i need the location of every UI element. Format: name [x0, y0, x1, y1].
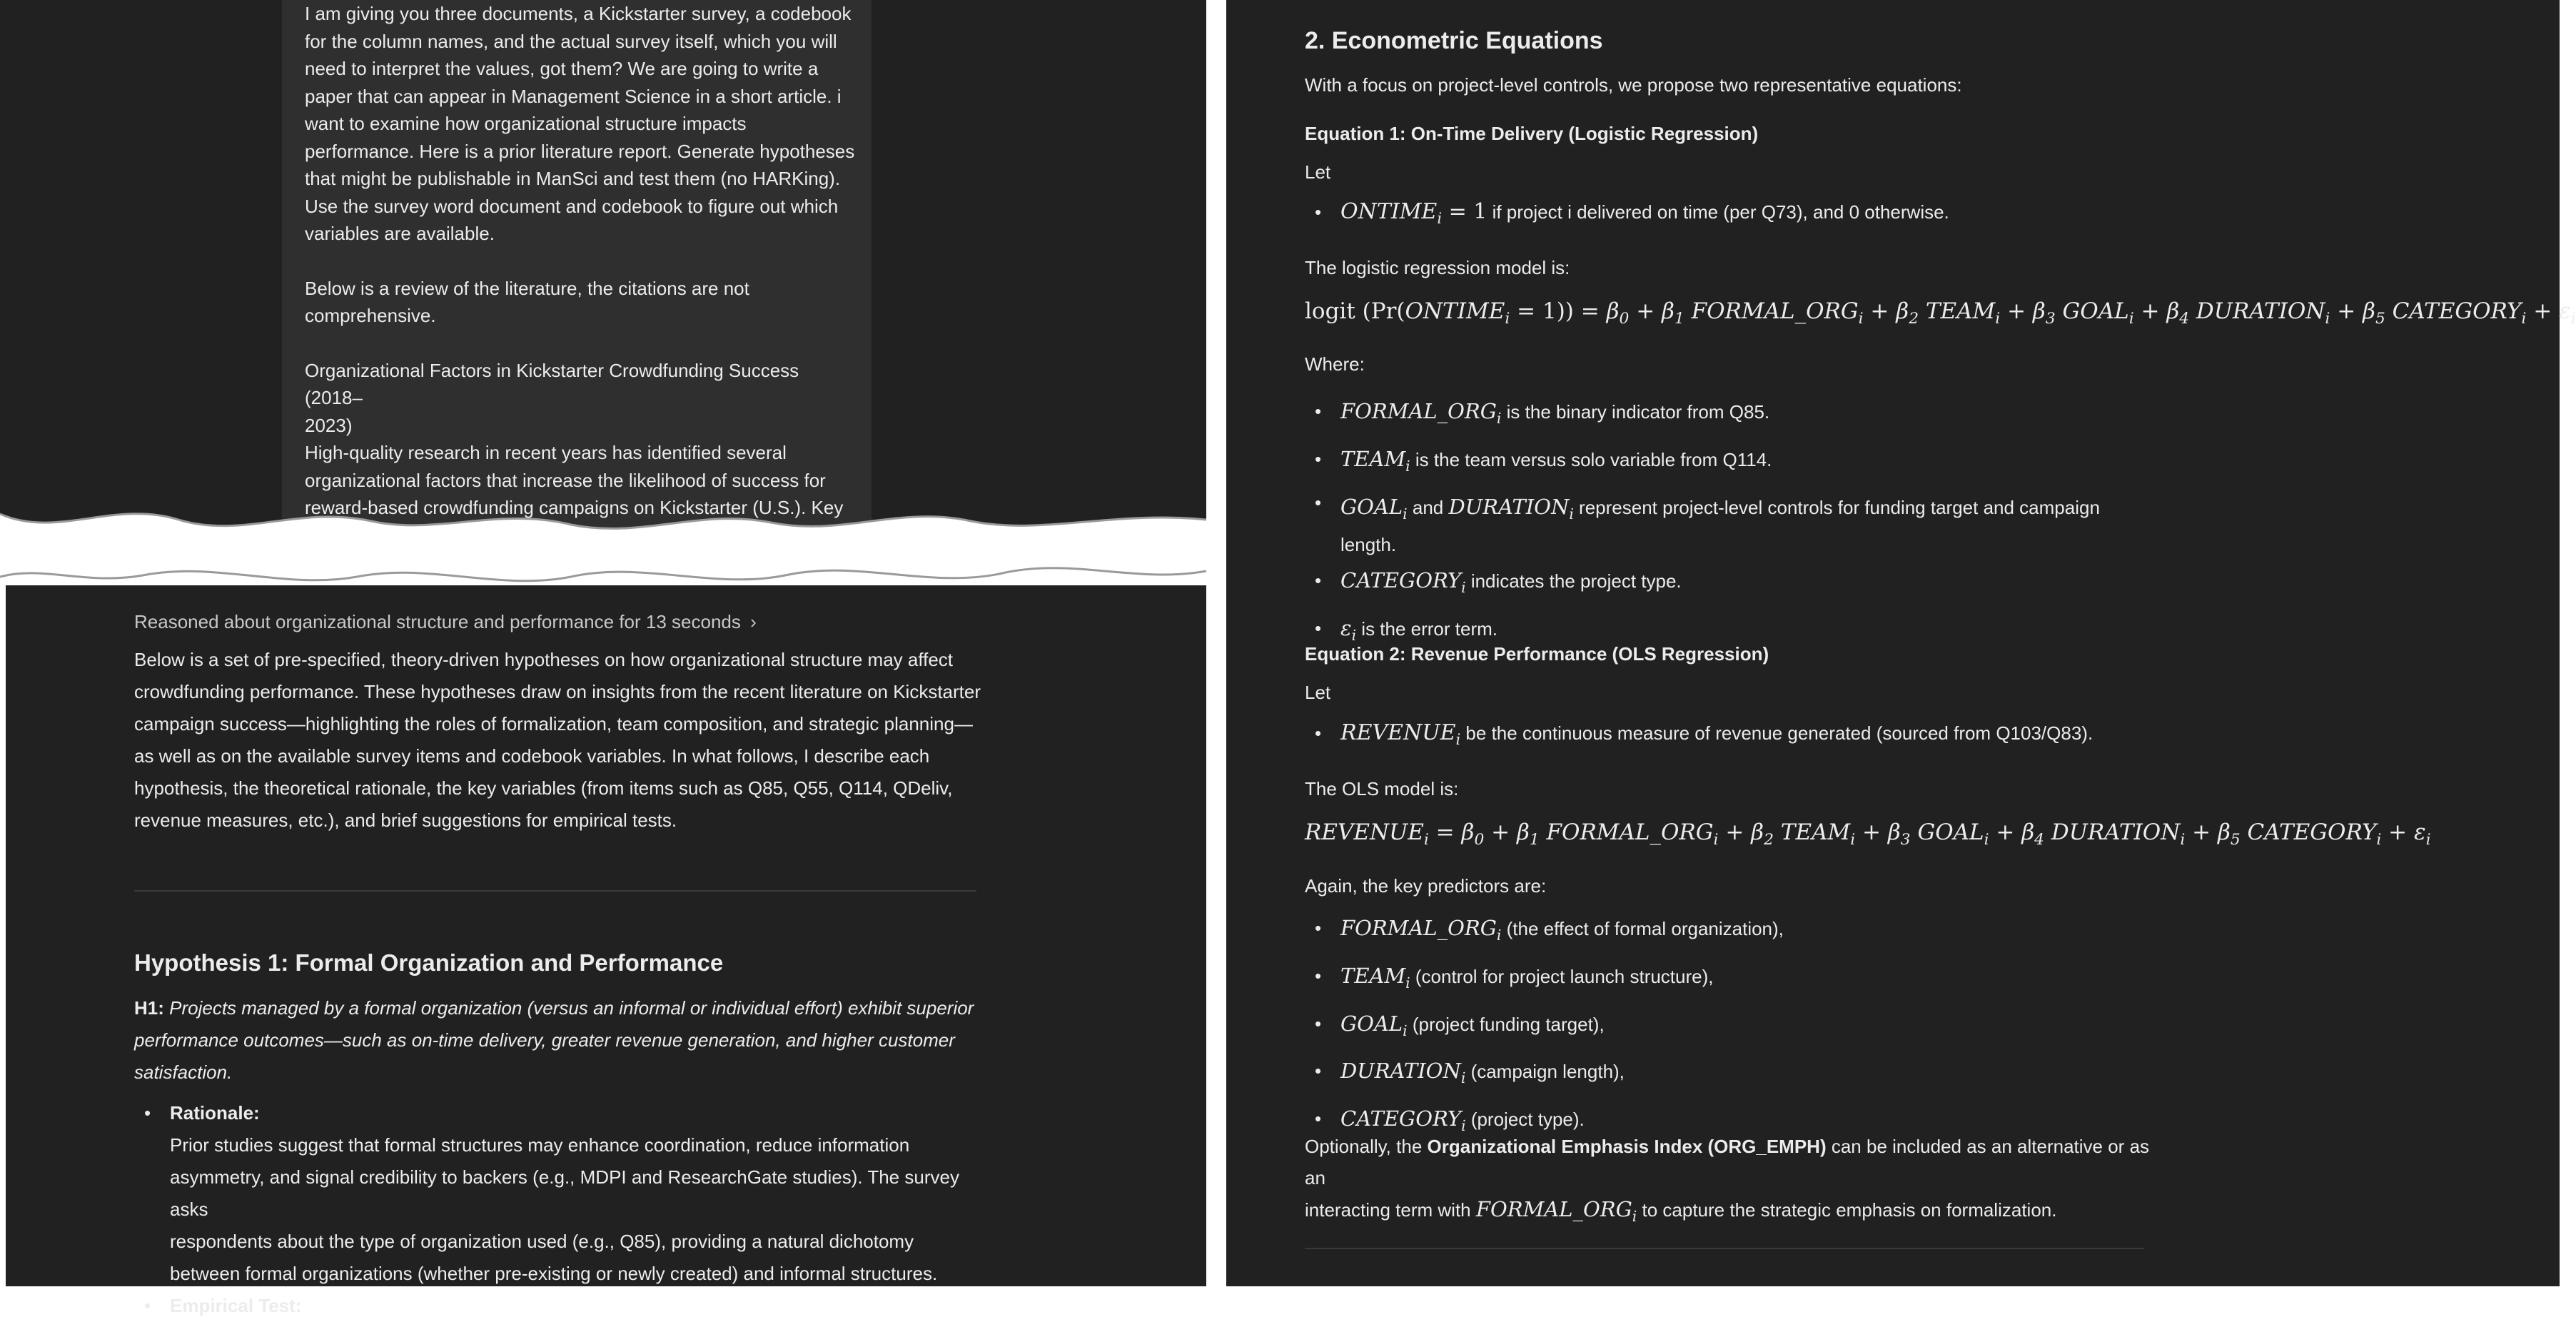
list-item — [134, 1290, 984, 1322]
list-item: • $CATEGORY_i$ (project type). — [1305, 1099, 2547, 1146]
ols-intro: The OLS model is: — [1305, 778, 1459, 799]
divider — [1305, 1248, 2144, 1249]
text-line: I am giving you three documents, a Kickstarter survey, a codebook — [305, 3, 852, 24]
text-line: Below is a review of the literature, the citations are not — [305, 277, 749, 299]
rationale-block — [134, 1097, 984, 1322]
text-line: variables are available. — [305, 223, 495, 244]
text-line: campaign success—highlighting the roles of formalization, team composition, and strategic planning— — [134, 713, 973, 735]
text-line: performance. Here is a prior literature report. Generate hypotheses — [305, 140, 855, 162]
ontime-definition — [1305, 198, 2547, 232]
text-line: that might be publishable in ManSci and test them (no HARKing). — [305, 168, 841, 189]
text-line: Projects managed by a formal organization (versus an informal or individual effort) exhibit superior — [163, 997, 974, 1019]
text-line: satisfaction. — [134, 1061, 233, 1083]
text-line: 2023) — [305, 414, 353, 436]
reasoning-toggle[interactable] — [134, 611, 984, 633]
text-line: hypothesis, the theoretical rationale, the key variables (from items such as Q85, Q55, Q114, QDeliv, — [134, 777, 953, 799]
logit-intro: The logistic regression model is: — [1305, 257, 1570, 278]
optional-note: Optionally, the Organizational Emphasis Index (ORG_EMPH) can be included as an alternative or as an interacting term with $FORMAL\_ORG_i$ to capture the strategic emphasis on formalization. — [1305, 1136, 2150, 1225]
text-line: asymmetry, and signal credibility to backers (e.g., MDPI and ResearchGate studies). The survey asks — [170, 1166, 959, 1220]
text-line: High-quality research in recent years has identified several — [305, 442, 787, 463]
rationale-label: • Rationale: — [170, 1102, 260, 1124]
list-item: • $ONTIME_i = 1$ if project i delivered on time (per Q73), and 0 otherwise. — [1305, 198, 2547, 232]
text-line: as well as on the available survey items and codebook variables. In what follows, I describe each — [134, 745, 930, 767]
list-item: • $GOAL_i$ and $DURATION_i$ represent project-level controls for funding target and campaign length. — [1305, 487, 2547, 561]
list-item — [134, 1097, 984, 1290]
text-line: organizational factors that increase the likelihood of success for — [305, 469, 826, 491]
chevron-right-icon: › — [750, 611, 757, 632]
where-label: Where: — [1305, 353, 1365, 375]
text-line: Prior studies suggest that formal structures may enhance coordination, reduce information — [170, 1134, 910, 1156]
response-intro — [134, 644, 984, 837]
revenue-definition — [1305, 720, 2547, 753]
torn-edge-divider — [0, 500, 1206, 600]
h1-label: H1: — [134, 997, 164, 1019]
equation-2-title: Equation 2: Revenue Performance (OLS Regression) — [1305, 643, 1769, 665]
text-line: for the column names, and the actual survey itself, which you will — [305, 30, 837, 52]
text-line: revenue measures, etc.), and brief suggestions for empirical tests. — [134, 809, 677, 831]
text-line: want to examine how organizational structure impacts — [305, 113, 747, 134]
list-item: • $TEAM_i$ (control for project launch structure), — [1305, 956, 2547, 1004]
empirical-test-label: • Empirical Test: — [170, 1295, 302, 1316]
chat-panel-right — [1226, 0, 2576, 1286]
list-item: • $\varepsilon_i$ is the error term. — [1305, 608, 2547, 656]
let-label-2: Let — [1305, 682, 1331, 703]
let-label: Let — [1305, 161, 1331, 183]
text-line: Use the survey word document and codebook to figure out which — [305, 195, 839, 217]
reasoning-label: Reasoned about organizational structure and performance for 13 seconds — [134, 611, 741, 632]
text-line: paper that can appear in Management Science in a short article. i — [305, 85, 842, 107]
list-item: • $REVENUE_i$ be the continuous measure of revenue generated (sourced from Q103/Q83). — [1305, 720, 2547, 753]
list-item: • $FORMAL\_ORG_i$ (the effect of formal organization), — [1305, 908, 2547, 956]
hypothesis-1-heading: Hypothesis 1: Formal Organization and Performance — [134, 949, 724, 976]
hypothesis-1-statement — [134, 992, 984, 1089]
text-line: between formal organizations (whether pre-existing or newly created) and informal structures. — [170, 1263, 938, 1284]
logit-equation: logit $(Pr(ONTIME_i = 1)) = \beta_0 + \beta_1$ $FORMAL\_ORG_i + \beta_2$ $TEAM_i + \beta_3$ $GOAL_i + \beta_4$ $DURATION_i + \beta_5$ $CATEGORY_i + \varepsilon_i$ — [1305, 298, 2576, 328]
list-item: • $DURATION_i$ (campaign length), — [1305, 1051, 2547, 1099]
section-intro: With a focus on project-level controls, we propose two representative equations: — [1305, 74, 1962, 96]
text-line: performance outcomes—such as on-time delivery, greater revenue generation, and higher customer — [134, 1029, 955, 1051]
h1-text — [134, 997, 974, 1083]
text-line: reward-based crowdfunding campaigns on Kickstarter (U.S.). Key — [305, 497, 844, 518]
list-item: • $FORMAL\_ORG_i$ is the binary indicator from Q85. — [1305, 391, 2547, 439]
again-label: Again, the key predictors are: — [1305, 875, 1547, 897]
text-line: respondents about the type of organization used (e.g., Q85), providing a natural dichotomy — [170, 1231, 914, 1252]
rationale-text — [170, 1129, 984, 1290]
divider — [134, 890, 976, 892]
text-line: Below is a set of pre-specified, theory-driven hypotheses on how organizational structure may affect — [134, 649, 954, 670]
where-list — [1305, 391, 2547, 656]
predictor-list — [1305, 908, 2547, 1146]
list-item: • $GOAL_i$ (project funding target), — [1305, 1004, 2547, 1051]
ols-equation: $REVENUE_i = \beta_0 + \beta_1$ $FORMAL\_ORG_i + \beta_2$ $TEAM_i + \beta_3$ $GOAL_i + \beta_4$ $DURATION_i + \beta_5$ $CATEGORY_i + \varepsilon_i$ — [1305, 819, 2431, 849]
text-line: need to interpret the values, got them? We are going to write a — [305, 58, 819, 79]
chat-panel-top — [0, 0, 1206, 543]
list-item: • $CATEGORY_i$ indicates the project type. — [1305, 560, 2547, 608]
user-message-text — [305, 0, 862, 577]
text-line: comprehensive. — [305, 305, 436, 326]
equation-1-title: Equation 1: On-Time Delivery (Logistic Regression) — [1305, 123, 1759, 144]
section-heading: 2. Econometric Equations — [1305, 27, 1603, 54]
chat-panel-bottom — [6, 585, 1206, 1316]
text-line: crowdfunding performance. These hypotheses draw on insights from the recent literature on Kickstarter — [134, 681, 981, 702]
list-item: • $TEAM_i$ is the team versus solo variable from Q114. — [1305, 439, 2547, 487]
text-line: Organizational Factors in Kickstarter Crowdfunding Success (2018– — [305, 359, 799, 408]
